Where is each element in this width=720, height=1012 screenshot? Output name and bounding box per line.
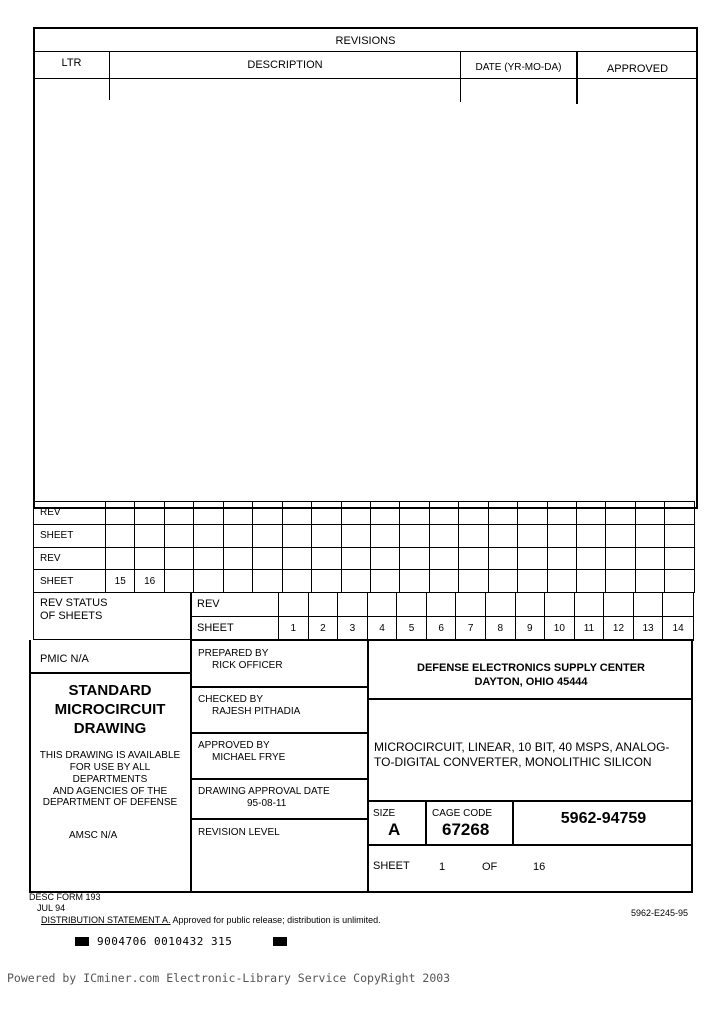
approval-date: 95-08-11: [247, 798, 287, 809]
checked-name: RAJESH PITHADIA: [212, 706, 301, 717]
form-date: JUL 94: [37, 903, 66, 913]
col-date: DATE (YR-MO-DA): [475, 62, 562, 73]
of-label: OF: [482, 861, 498, 873]
sheet-cell: 15: [106, 570, 135, 593]
doc-code: 5962-E245-95: [631, 908, 689, 918]
sheet-number: 13: [634, 617, 664, 641]
revision-level-label: REVISION LEVEL: [198, 827, 280, 838]
sheet-number: 5: [397, 617, 427, 641]
availability-3: DEPARTMENTS: [72, 774, 148, 785]
rev-status-rev-label: REV: [191, 593, 279, 617]
size-label: SIZE: [373, 808, 396, 819]
barcode-mark-right: [273, 937, 287, 946]
powered-by: Powered by ICminer.com Electronic-Library Service CopyRight 2003: [7, 971, 451, 985]
revisions-title: REVISIONS: [335, 35, 396, 47]
availability-5: DEPARTMENT OF DEFENSE: [42, 797, 178, 808]
sheet-number: 6: [427, 617, 457, 641]
size-value: A: [388, 820, 401, 839]
revisions-block: [33, 27, 698, 509]
sheet-number: 7: [456, 617, 486, 641]
sheet-number: 11: [575, 617, 605, 641]
of-value: 16: [533, 861, 546, 873]
prepared-label: PREPARED BY: [198, 648, 269, 659]
rev-status-sheet-label: SHEET: [191, 617, 279, 641]
distribution-label: DISTRIBUTION STATEMENT A.: [41, 915, 171, 925]
standard-title-2: MICROCIRCUIT: [54, 701, 166, 718]
sheet-cell: 16: [135, 570, 164, 593]
rev-status-label-2: OF SHEETS: [40, 610, 103, 622]
drawing-title-1: MICROCIRCUIT, LINEAR, 10 BIT, 40 MSPS, ANALOG-: [374, 740, 670, 754]
drawing-title-2: TO-DIGITAL CONVERTER, MONOLITHIC SILICON: [374, 755, 652, 769]
col-description: DESCRIPTION: [247, 59, 323, 71]
sheet-number: 8: [486, 617, 516, 641]
grid-row-label: SHEET: [34, 570, 106, 593]
sheet-label: SHEET: [373, 860, 410, 872]
col-approved: APPROVED: [606, 63, 669, 75]
availability-1: THIS DRAWING IS AVAILABLE: [39, 750, 181, 761]
standard-title-3: DRAWING: [73, 720, 147, 737]
col-ltr: LTR: [61, 57, 82, 69]
rev-status-label-1: REV STATUS: [40, 597, 108, 609]
sheet-value: 1: [439, 861, 446, 873]
form-id: DESC FORM 193: [29, 892, 101, 902]
sheet-number: 2: [309, 617, 339, 641]
sheet-number: 12: [604, 617, 634, 641]
cage-label: CAGE CODE: [432, 808, 493, 819]
cage-value: 67268: [442, 820, 490, 839]
grid-row-label: REV: [34, 502, 106, 525]
agency-name: DEFENSE ELECTRONICS SUPPLY CENTER: [417, 662, 645, 674]
rev-status-grid: [191, 593, 693, 640]
rev-grid-upper: [33, 501, 695, 593]
sheet-number: 1: [279, 617, 309, 641]
sheet-number: 3: [338, 617, 368, 641]
barcode-mark-left: [75, 937, 89, 946]
approved-label: APPROVED BY: [198, 740, 270, 751]
standard-title-1: STANDARD: [68, 682, 152, 699]
sheet-number: 10: [545, 617, 575, 641]
pmic-label: PMIC N/A: [40, 653, 89, 665]
availability-4: AND AGENCIES OF THE: [52, 786, 168, 797]
prepared-name: RICK OFFICER: [212, 660, 283, 671]
approval-date-label: DRAWING APPROVAL DATE: [198, 786, 330, 797]
barcode-text: 9004706 0010432 315: [97, 935, 233, 948]
grid-row-label: REV: [34, 548, 106, 571]
sheet-number: 4: [368, 617, 398, 641]
grid-row-label: SHEET: [34, 525, 106, 548]
availability-2: FOR USE BY ALL: [69, 762, 151, 773]
drawing-number: 5962-94759: [560, 810, 647, 827]
sheet-number: 9: [516, 617, 546, 641]
agency-location: DAYTON, OHIO 45444: [474, 676, 588, 688]
checked-label: CHECKED BY: [198, 694, 264, 705]
distribution-text: Approved for public release; distribution is unlimited.: [172, 915, 381, 925]
approved-name: MICHAEL FRYE: [212, 752, 286, 763]
distribution-statement: [41, 915, 381, 925]
sheet-number: 14: [672, 622, 684, 634]
amsc-label: AMSC N/A: [69, 830, 118, 841]
